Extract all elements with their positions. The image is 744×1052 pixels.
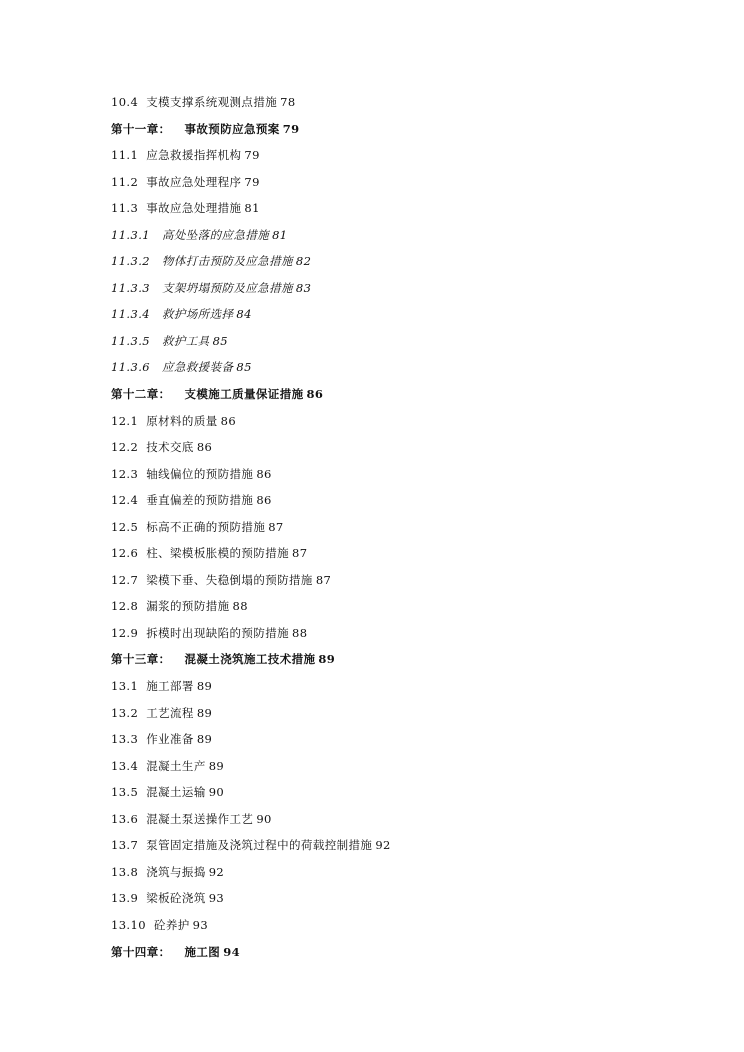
toc-section-item	[111, 700, 711, 727]
toc-entry-page-number: 81	[244, 201, 260, 216]
toc-entry-title: 轴线偏位的预防措施	[146, 466, 254, 481]
toc-entry-number: 第十一章：	[111, 121, 171, 136]
toc-entry-title: 支模施工质量保证措施	[184, 387, 304, 402]
toc-entry-number: 11.3.4	[111, 307, 150, 322]
toc-entry-title: 原材料的质量	[146, 413, 218, 428]
toc-section-item	[111, 806, 711, 833]
toc-section-item	[111, 540, 711, 567]
toc-section-item	[111, 620, 711, 647]
toc-entry-page-number: 79	[244, 148, 260, 163]
toc-section-item	[111, 169, 711, 196]
toc-entry-number: 12.8	[111, 599, 139, 614]
toc-entry-page-number: 83	[295, 280, 312, 295]
toc-entry-page-number: 84	[236, 307, 252, 322]
toc-entry-page-number: 89	[196, 732, 213, 747]
toc-entry-title: 混凝土浇筑施工技术措施	[184, 652, 316, 667]
toc-chapter-heading	[111, 646, 711, 673]
toc-entry-page-number: 81	[272, 227, 288, 242]
toc-entry-title: 混凝土泵送操作工艺	[146, 811, 254, 826]
toc-entry-title: 工艺流程	[146, 705, 194, 720]
toc-entry-title: 标高不正确的预防措施	[146, 519, 266, 534]
toc-entry-number: 11.3.2	[111, 254, 150, 269]
toc-entry-page-number: 78	[280, 95, 296, 109]
toc-entry-title: 事故应急处理措施	[146, 201, 242, 216]
toc-entry-number: 11.2	[111, 174, 139, 189]
toc-entry-page-number: 79	[244, 174, 260, 189]
toc-entry-number: 13.5	[111, 785, 139, 800]
toc-subsection-item	[111, 354, 711, 381]
toc-entry-title: 救护工具	[161, 333, 210, 348]
toc-subsection-item	[111, 248, 711, 275]
toc-chapter-heading	[111, 381, 711, 408]
toc-section-item	[111, 726, 711, 753]
toc-entry-title: 柱、梁模板胀模的预防措施	[146, 546, 290, 561]
toc-entry-page-number: 89	[318, 652, 336, 667]
toc-entry-title: 拆模时出现缺陷的预防措施	[146, 625, 290, 640]
toc-entry-number: 13.7	[111, 838, 139, 853]
toc-section-item	[111, 832, 711, 859]
toc-entry-number: 13.9	[111, 891, 139, 906]
toc-entry-title: 支架坍塌预防及应急措施	[161, 280, 293, 295]
toc-entry-title: 梁模下垂、失稳倒塌的预防措施	[146, 572, 313, 587]
toc-section-item	[111, 408, 711, 435]
toc-section-item	[111, 885, 711, 912]
toc-entry-number: 11.3.3	[111, 280, 150, 295]
toc-section-item	[111, 89, 711, 116]
toc-entry-title: 事故应急处理程序	[146, 174, 242, 189]
toc-entry-number: 12.3	[111, 466, 139, 481]
toc-subsection-item	[111, 275, 711, 302]
toc-entry-number: 12.5	[111, 519, 139, 534]
toc-entry-title: 泵管固定措施及浇筑过程中的荷载控制措施	[146, 838, 373, 853]
toc-section-item	[111, 514, 711, 541]
toc-entry-page-number: 89	[196, 679, 213, 694]
toc-entry-number: 12.1	[111, 413, 139, 428]
toc-entry-page-number: 94	[223, 944, 241, 959]
toc-entry-number: 13.1	[111, 679, 139, 694]
toc-entry-number: 第十二章：	[111, 387, 171, 402]
toc-entry-page-number: 88	[292, 625, 308, 640]
toc-entry-title: 应急救援装备	[161, 360, 234, 375]
toc-entry-title: 垂直偏差的预防措施	[146, 493, 254, 508]
toc-entry-page-number: 92	[375, 838, 391, 853]
toc-section-item	[111, 753, 711, 780]
toc-entry-number: 13.4	[111, 758, 139, 773]
toc-subsection-item	[111, 301, 711, 328]
toc-entry-page-number: 86	[256, 466, 272, 481]
toc-section-item	[111, 859, 711, 886]
toc-entry-page-number: 82	[295, 254, 312, 269]
toc-entry-page-number: 85	[212, 333, 229, 348]
toc-entry-number: 12.9	[111, 625, 139, 640]
toc-entry-page-number: 87	[268, 519, 284, 534]
toc-section-item	[111, 912, 711, 939]
toc-entry-number: 12.4	[111, 493, 139, 508]
toc-entry-number: 第十四章：	[111, 944, 171, 959]
toc-entry-page-number: 86	[196, 440, 213, 455]
toc-entry-page-number: 92	[208, 864, 225, 879]
toc-entry-page-number: 90	[208, 785, 225, 800]
toc-entry-page-number: 93	[208, 891, 225, 906]
toc-entry-title: 高处坠落的应急措施	[161, 227, 270, 242]
toc-entry-page-number: 88	[232, 599, 248, 614]
toc-section-item	[111, 779, 711, 806]
toc-entry-number: 13.8	[111, 864, 139, 879]
toc-entry-number: 11.3.1	[111, 227, 150, 242]
toc-chapter-heading	[111, 939, 711, 966]
toc-entry-title: 混凝土生产	[146, 758, 206, 773]
toc-entry-title: 梁板砼浇筑	[146, 891, 206, 906]
toc-entry-page-number: 86	[256, 493, 272, 508]
toc-entry-number: 第十三章：	[111, 652, 171, 667]
toc-entry-number: 13.6	[111, 811, 139, 826]
toc-entry-page-number: 85	[236, 360, 252, 375]
toc-entry-page-number: 93	[192, 917, 209, 932]
toc-section-item	[111, 142, 711, 169]
toc-entry-page-number: 86	[306, 387, 324, 402]
toc-entry-page-number: 87	[315, 572, 332, 587]
toc-section-item	[111, 593, 711, 620]
toc-entry-number: 13.2	[111, 705, 139, 720]
toc-entry-title: 技术交底	[146, 440, 194, 455]
toc-entry-page-number: 90	[256, 811, 272, 826]
toc-entry-page-number: 89	[208, 758, 225, 773]
toc-entry-number: 13.10	[111, 917, 146, 932]
toc-entry-title: 施工图	[184, 944, 221, 959]
toc-chapter-heading	[111, 116, 711, 143]
toc-section-item	[111, 434, 711, 461]
toc-entry-number: 11.3.5	[111, 333, 150, 348]
toc-subsection-item	[111, 222, 711, 249]
toc-entry-title: 作业准备	[146, 732, 194, 747]
toc-entry-title: 应急救援指挥机构	[146, 148, 242, 163]
toc-entry-number: 11.3	[111, 201, 139, 216]
toc-entry-page-number: 87	[292, 546, 308, 561]
toc-entry-number: 10.4	[111, 95, 139, 109]
toc-entry-number: 11.1	[111, 148, 139, 163]
toc-entry-title: 漏浆的预防措施	[146, 599, 230, 614]
toc-entry-title: 浇筑与振捣	[146, 864, 206, 879]
toc-section-item	[111, 673, 711, 700]
toc-entry-number: 13.3	[111, 732, 139, 747]
toc-entry-title: 救护场所选择	[161, 307, 234, 322]
toc-entry-title: 施工部署	[146, 679, 194, 694]
toc-section-item	[111, 461, 711, 488]
toc-section-item	[111, 195, 711, 222]
toc-entry-number: 12.6	[111, 546, 139, 561]
toc-entry-title: 混凝土运输	[146, 785, 206, 800]
toc-entry-number: 11.3.6	[111, 360, 150, 375]
toc-entry-page-number: 89	[196, 705, 213, 720]
toc-entry-title: 砼养护	[153, 917, 190, 932]
toc-entry-title: 事故预防应急预案	[184, 121, 280, 136]
toc-entry-page-number: 86	[220, 413, 237, 428]
toc-entry-title: 物体打击预防及应急措施	[161, 254, 293, 269]
table-of-contents	[111, 89, 711, 965]
toc-section-item	[111, 487, 711, 514]
toc-subsection-item	[111, 328, 711, 355]
toc-section-item	[111, 567, 711, 594]
toc-entry-title: 支模支撑系统观测点措施	[146, 95, 278, 109]
toc-entry-number: 12.7	[111, 572, 139, 587]
toc-entry-number: 12.2	[111, 440, 139, 455]
toc-entry-page-number: 79	[282, 121, 300, 136]
